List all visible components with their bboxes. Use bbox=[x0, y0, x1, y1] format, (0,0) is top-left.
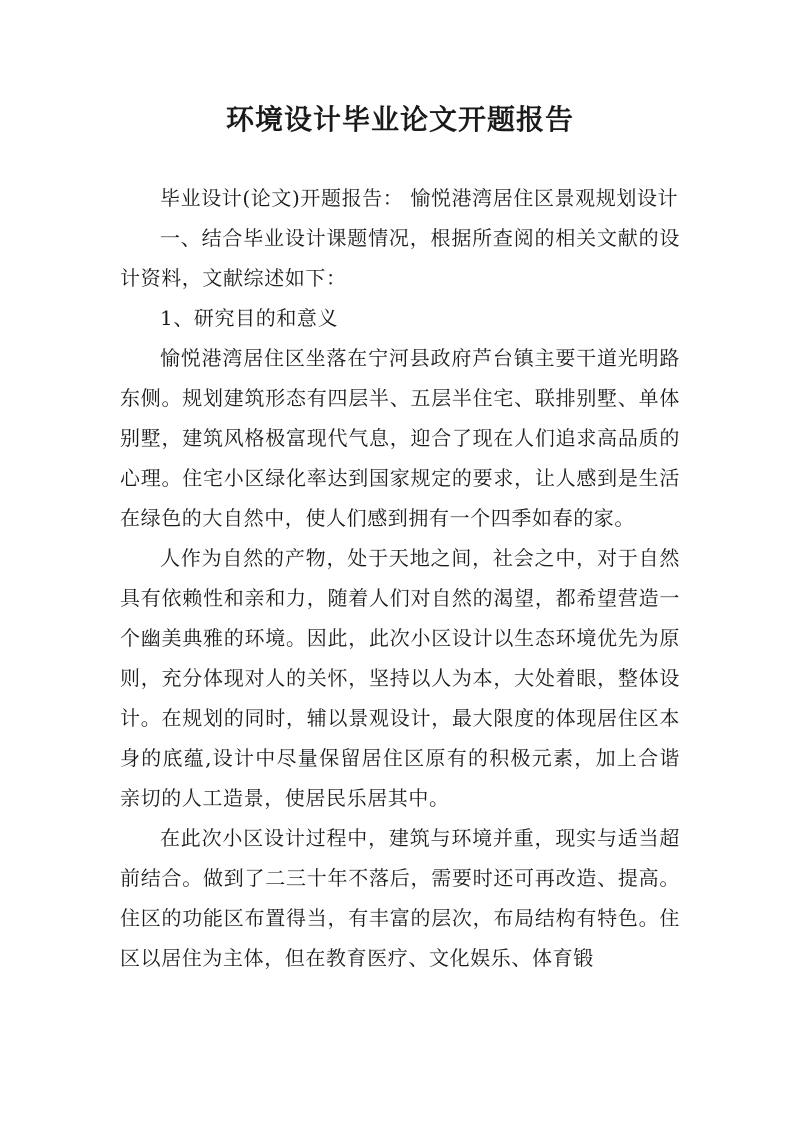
document-title: 环境设计毕业论文开题报告 bbox=[225, 103, 574, 136]
paragraph-body: 愉悦港湾居住区坐落在宁河县政府芦台镇主要干道光明路东侧。规划建筑形态有四层半、五层半住宅、联排别墅、单体别墅，建筑风格极富现代气息，迎合了现在人们追求高品质的心理。住宅小区绿化率达到国家规定的要求，让人感到是生活在绿色的大自然中，使人们感到拥有一个四季如春的家。 bbox=[120, 346, 680, 530]
paragraph-body: 人作为自然的产物，处于天地之间，社会之中，对于自然具有依赖性和亲和力，随着人们对自然的渴望，都希望营造一个幽美典雅的环境。因此，此次小区设计以生态环境优先为原则，充分体现对人的关怀，坚持以人为本，大处着眼，整体设计。在规划的同时，辅以景观设计，最大限度的体现居住区本身的底蕴,设计中尽量保留居住区原有的积极元素，加上合谐亲切的人工造景，使居民乐居其中。 bbox=[120, 546, 680, 810]
paragraph-report-subject: 毕业设计(论文)开题报告： 愉悦港湾居住区景观规划设计 bbox=[160, 186, 679, 210]
document-body bbox=[120, 178, 680, 978]
paragraph-body: 在此次小区设计过程中，建筑与环境并重，现实与适当超前结合。做到了二三十年不落后，需要时还可再改造、提高。住区的功能区布置得当，有丰富的层次，布局结构有特色。住区以居住为主体，但在教育医疗、文化娱乐、体育锻 bbox=[120, 826, 680, 970]
paragraph-section-heading: 一、结合毕业设计课题情况，根据所查阅的相关文献的设计资料，文献综述如下： bbox=[120, 226, 680, 290]
paragraph-subsection-heading: 1、研究目的和意义 bbox=[160, 306, 339, 330]
